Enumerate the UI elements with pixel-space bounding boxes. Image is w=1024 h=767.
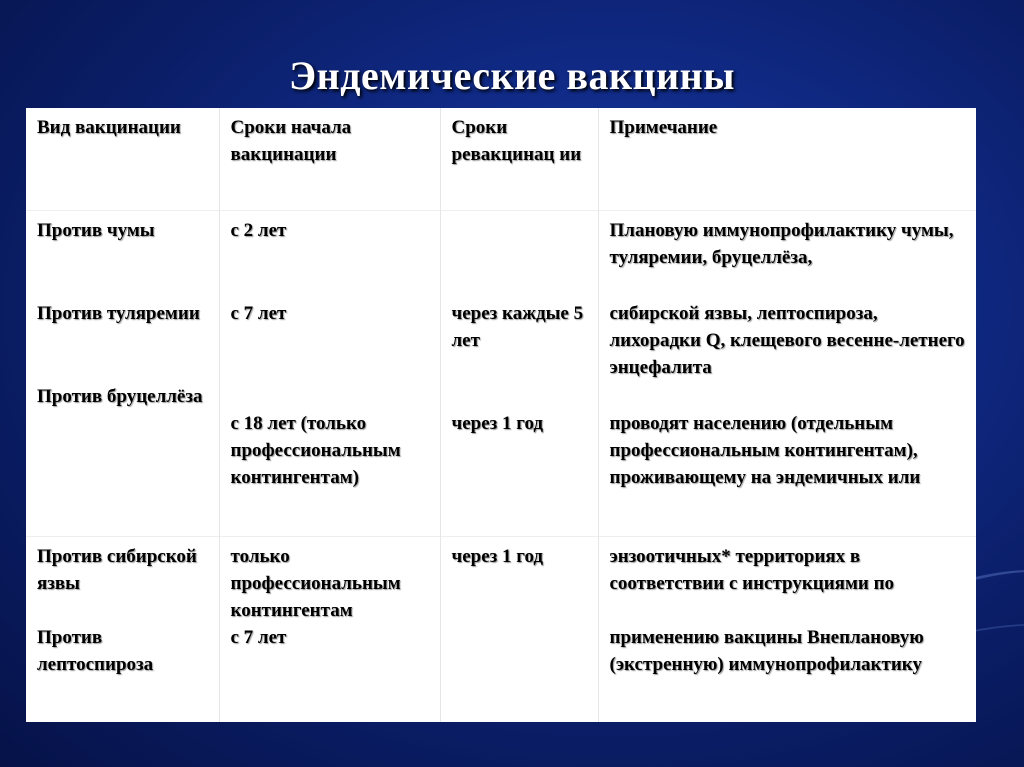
table-header-row xyxy=(26,108,976,210)
row-leptospirosis-note: применению вакцины Внеплановую (экстренную) иммунопрофилактику xyxy=(609,626,924,675)
row-brucellosis-note: проводят населению (отдельным профессиональным контингентам), проживающему на эндемичных или xyxy=(609,412,921,488)
row-anthrax-note: энзоотичных* территориях в соответствии с инструкциями по xyxy=(609,545,895,594)
row-leptospirosis-start: с 7 лет xyxy=(230,626,287,648)
row-anthrax-type: Против сибирской язвы xyxy=(37,545,197,594)
row-plague-note: Плановую иммунопрофилактику чумы, туляремии, бруцеллёза, xyxy=(609,219,954,268)
row-tularemia-note: сибирской язвы, лептоспироза, лихорадки Q, клещевого весенне-летнего энцефалита xyxy=(609,302,965,378)
row-tularemia-type: Против туляремии xyxy=(37,302,200,324)
cell-note-group-2 xyxy=(598,536,976,722)
row-brucellosis-type: Против бруцеллёза xyxy=(37,385,203,407)
row-tularemia-revaccination: через каждые 5 лет xyxy=(451,302,584,351)
row-leptospirosis-type: Против лептоспироза xyxy=(37,626,154,675)
cell-revaccination-group-1 xyxy=(440,210,598,536)
header-type: Вид вакцинации xyxy=(37,117,181,138)
row-anthrax-revaccination: через 1 год xyxy=(451,545,544,567)
row-brucellosis-revaccination: через 1 год xyxy=(451,412,544,434)
cell-note-group-1 xyxy=(598,210,976,536)
row-tularemia-start: с 7 лет xyxy=(230,302,287,324)
row-anthrax-start: только профессиональным контингентам xyxy=(230,545,401,621)
vaccines-table xyxy=(26,108,976,722)
cell-type-group-2 xyxy=(26,536,219,722)
header-revaccination: Сроки ревакцинац ии xyxy=(440,108,598,210)
row-plague-type: Против чумы xyxy=(37,219,155,241)
row-plague-start: с 2 лет xyxy=(230,219,287,241)
header-start: Сроки начала вакцинации xyxy=(219,108,440,210)
cell-type-group-1 xyxy=(26,210,219,536)
header-note: Примечание xyxy=(598,108,976,210)
cell-start-group-1 xyxy=(219,210,440,536)
row-brucellosis-start: с 18 лет (только профессиональным контингентам) xyxy=(230,412,401,488)
cell-start-group-2 xyxy=(219,536,440,722)
slide-title: Эндемические вакцины xyxy=(289,53,735,98)
cell-revaccination-group-2 xyxy=(440,536,598,722)
table-row-group-1 xyxy=(26,210,976,536)
table-row-group-2 xyxy=(26,536,976,722)
